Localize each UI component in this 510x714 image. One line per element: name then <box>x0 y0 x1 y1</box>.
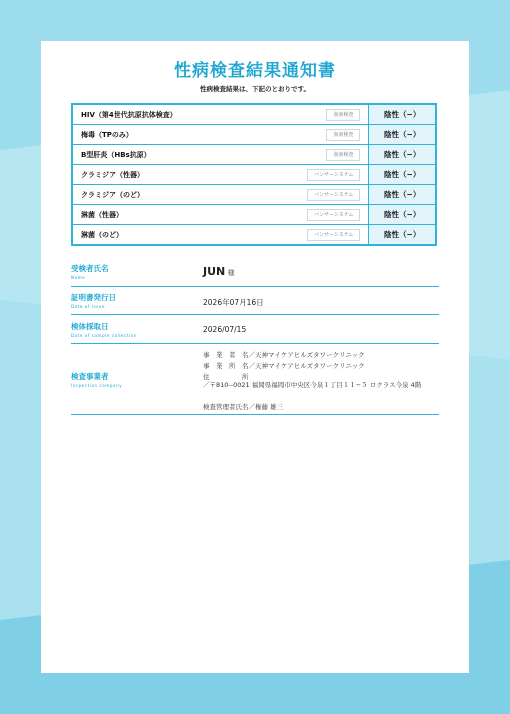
recipient-name-value: JUN <box>203 265 226 278</box>
test-name: B型肝炎（HBs抗原） <box>81 151 151 159</box>
info-label: 証明書発行日 <box>71 293 116 302</box>
table-row <box>72 185 436 205</box>
table-row <box>72 205 436 225</box>
test-name: HIV（第4世代抗原抗体検査） <box>81 111 177 119</box>
info-label-en: Inspection company <box>71 383 123 388</box>
test-name: クラミジア（のど） <box>81 191 144 199</box>
issue-date: 2026年07月16日 <box>203 298 264 307</box>
table-row <box>72 125 436 145</box>
info-label-en: Date of issue <box>71 304 106 309</box>
info-row-name <box>71 258 439 287</box>
recipient-name <box>203 265 235 278</box>
test-method-badge: バンサーシステム <box>307 189 360 201</box>
recipient-honorific: 様 <box>227 269 235 277</box>
test-method-badge: バンサーシステム <box>307 229 360 241</box>
info-label: 検査事業者 <box>71 372 109 381</box>
info-label: 検体採取日 <box>71 322 109 331</box>
test-cell <box>72 104 369 125</box>
company-business-name: 事 業 者 名／天神マイケアヒルズタワークリニック <box>203 351 365 359</box>
info-label-en: Name <box>71 275 86 280</box>
company-office-name: 事 業 所 名／天神マイケアヒルズタワークリニック <box>203 362 365 370</box>
info-label: 受検者氏名 <box>71 264 109 273</box>
test-cell <box>72 145 369 165</box>
test-method-badge: バンサーシステム <box>307 169 360 181</box>
company-address-label: 住 所 <box>203 373 249 381</box>
info-row-company <box>71 344 439 415</box>
company-manager: 検査管理者氏名／権藤 雄三 <box>203 403 284 411</box>
test-method-badge: バンサーシステム <box>307 209 360 221</box>
test-method-badge: 血液検査 <box>326 109 360 121</box>
test-result: 陰性（−） <box>369 185 436 205</box>
test-name: 淋菌（性器） <box>81 211 123 219</box>
test-cell <box>72 205 369 225</box>
page-subtitle: 性病検査結果は、下記のとおりです。 <box>200 85 310 93</box>
test-name: 梅毒（TPのみ） <box>81 131 133 139</box>
table-row <box>72 225 436 246</box>
test-result: 陰性（−） <box>369 225 436 246</box>
table-row <box>72 145 436 165</box>
test-cell <box>72 165 369 185</box>
test-name: 淋菌（のど） <box>81 231 123 239</box>
test-result: 陰性（−） <box>369 205 436 225</box>
table-row <box>72 165 436 185</box>
certificate-sheet <box>41 41 469 673</box>
test-method-badge: 血液検査 <box>326 129 360 141</box>
page-title: 性病検査結果通知書 <box>174 61 336 81</box>
test-result: 陰性（−） <box>369 125 436 145</box>
info-row-issue-date <box>71 287 439 315</box>
test-result: 陰性（−） <box>369 145 436 165</box>
test-result: 陰性（−） <box>369 104 436 125</box>
test-cell <box>72 225 369 246</box>
info-row-collection-date <box>71 315 439 344</box>
test-result: 陰性（−） <box>369 165 436 185</box>
test-name: クラミジア（性器） <box>81 171 144 179</box>
collection-date: 2026/07/15 <box>203 325 247 334</box>
info-section <box>71 258 439 415</box>
test-cell <box>72 185 369 205</box>
results-table <box>71 103 437 246</box>
info-label-en: Date of sample collection <box>71 333 137 338</box>
test-method-badge: 血液検査 <box>326 149 360 161</box>
test-cell <box>72 125 369 145</box>
table-row <box>72 104 436 125</box>
company-address: ／〒810--0021 福岡県福岡市中央区今泉１丁目１１−５ ロクラス今泉 4階 <box>203 381 422 389</box>
